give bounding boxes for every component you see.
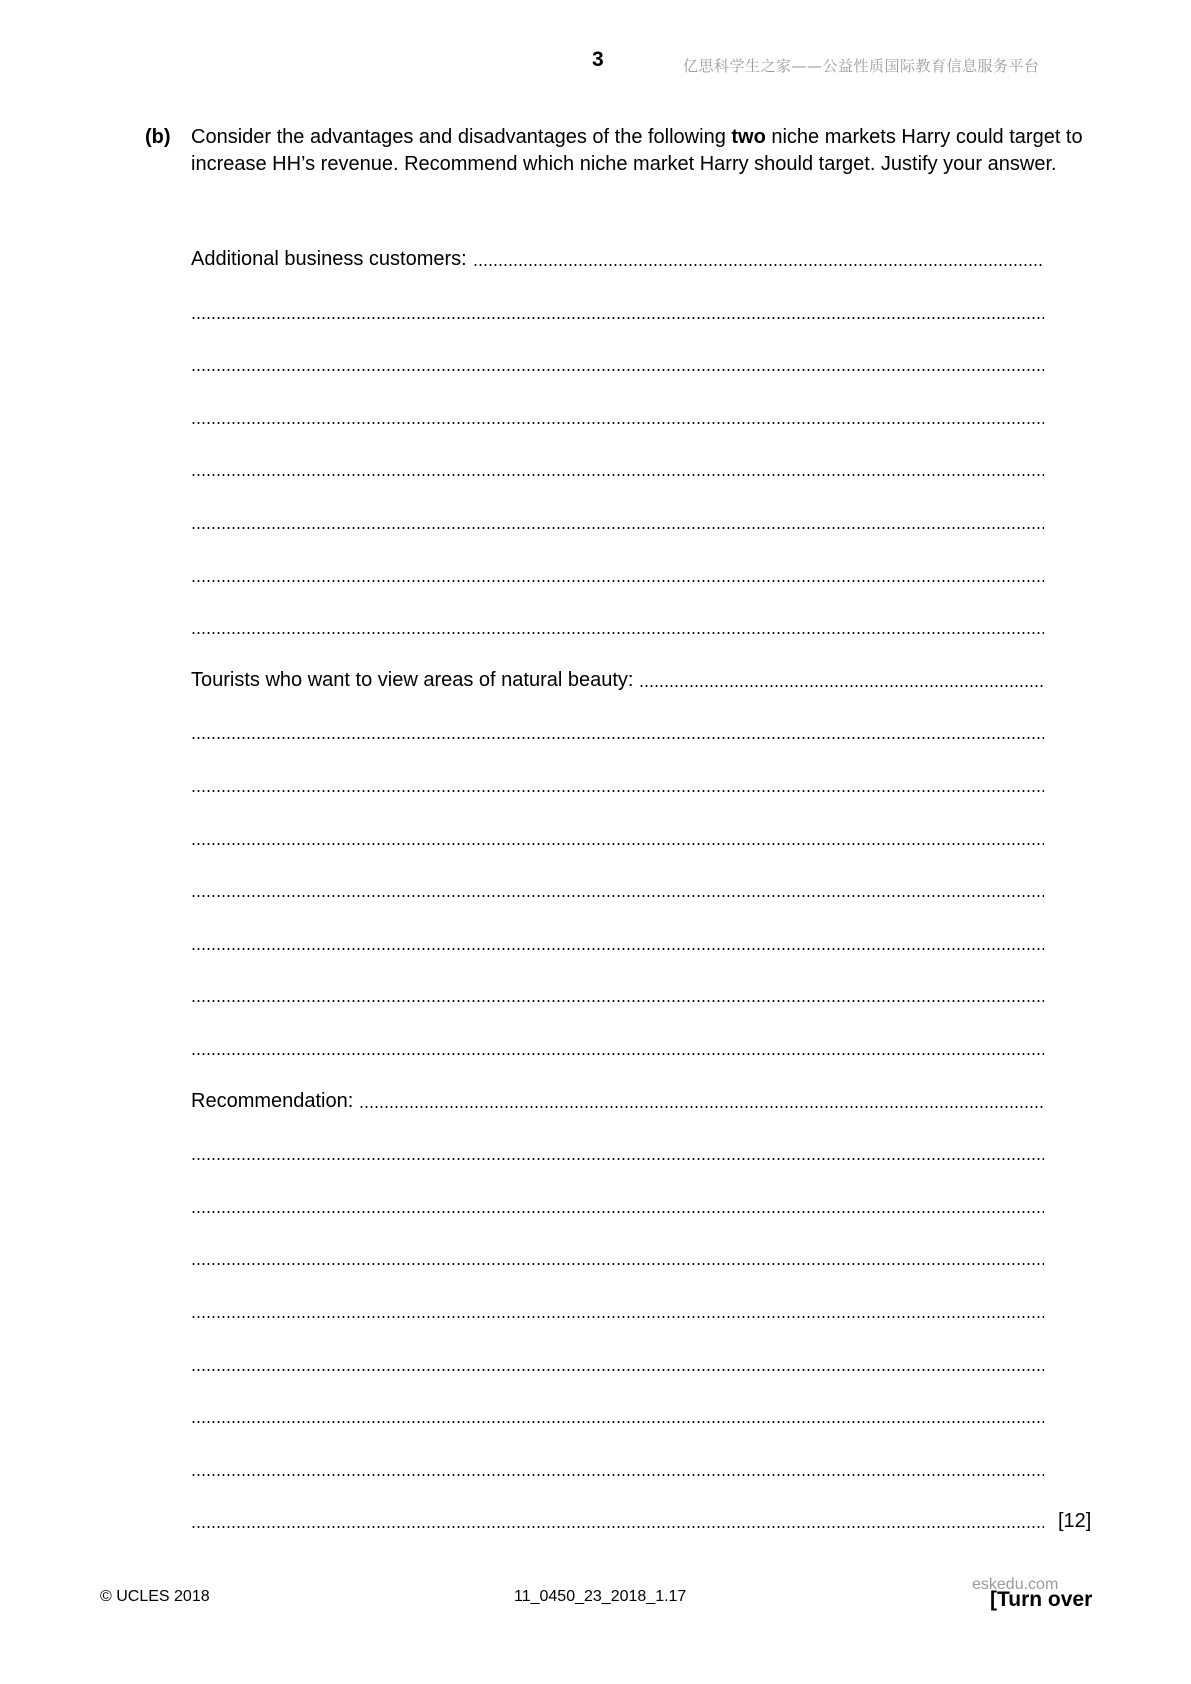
dotted-rule <box>191 1052 1044 1056</box>
answer-line[interactable] <box>191 1352 1044 1376</box>
answer-line[interactable] <box>191 563 1044 587</box>
answer-line[interactable] <box>191 1404 1044 1428</box>
page-number: 3 <box>592 48 604 71</box>
dotted-rule <box>191 1210 1044 1214</box>
answer-line[interactable] <box>191 983 1044 1007</box>
section-label: Tourists who want to view areas of natural beauty: <box>191 669 634 691</box>
dotted-rule <box>191 1525 1044 1529</box>
dotted-rule <box>191 579 1044 583</box>
dotted-rule <box>191 789 1044 793</box>
dotted-rule <box>191 631 1044 635</box>
question-text-part-1: Consider the advantages and disadvantages of the following <box>191 126 732 148</box>
dotted-rule <box>191 421 1044 425</box>
dotted-rule <box>191 1420 1044 1424</box>
answer-line[interactable] <box>191 1246 1044 1270</box>
dotted-rule <box>473 263 1044 267</box>
dotted-rule <box>191 894 1044 898</box>
answer-line-labelled[interactable] <box>191 247 1044 271</box>
answer-line[interactable] <box>191 773 1044 797</box>
answer-line[interactable] <box>191 457 1044 481</box>
answer-line[interactable] <box>191 1036 1044 1060</box>
dotted-rule <box>191 842 1044 846</box>
answer-line-labelled[interactable] <box>191 668 1044 692</box>
dotted-rule <box>191 736 1044 740</box>
footer-copyright: © UCLES 2018 <box>100 1588 210 1605</box>
answer-line-labelled[interactable] <box>191 1089 1044 1113</box>
dotted-rule <box>191 1262 1044 1266</box>
answer-line[interactable] <box>191 826 1044 850</box>
dotted-rule <box>191 1157 1044 1161</box>
dotted-rule <box>191 1368 1044 1372</box>
question-bold-word: two <box>731 126 766 148</box>
turn-over-label: [Turn over <box>990 1588 1093 1611</box>
answer-line[interactable] <box>191 300 1044 324</box>
question-text <box>191 124 1111 178</box>
dotted-rule <box>191 368 1044 372</box>
footer-watermark: eskedu.com <box>972 1576 1059 1593</box>
dotted-rule <box>191 526 1044 530</box>
footer-document-code: 11_0450_23_2018_1.17 <box>514 1588 687 1605</box>
answer-line[interactable] <box>191 1194 1044 1218</box>
dotted-rule <box>191 316 1044 320</box>
question-text-part-2: niche markets Harry could target to increase HH’s revenue. Recommend which niche market Harry should target. Justify your answer. <box>191 126 1083 175</box>
answer-line[interactable] <box>191 352 1044 376</box>
dotted-rule <box>191 1315 1044 1319</box>
dotted-rule <box>191 1473 1044 1477</box>
answer-line[interactable] <box>191 1141 1044 1165</box>
answer-line[interactable] <box>191 878 1044 902</box>
answer-line[interactable] <box>191 720 1044 744</box>
answer-line[interactable] <box>191 1299 1044 1323</box>
answer-line[interactable] <box>191 1457 1044 1481</box>
dotted-rule <box>639 684 1044 688</box>
section-label: Recommendation: <box>191 1090 354 1112</box>
question-label: (b) <box>145 126 171 148</box>
answer-line[interactable] <box>191 931 1044 955</box>
marks-allocation: [12] <box>1058 1510 1092 1532</box>
section-label: Additional business customers: <box>191 248 467 270</box>
dotted-rule <box>359 1105 1044 1109</box>
answer-line[interactable] <box>191 510 1044 534</box>
dotted-rule <box>191 947 1044 951</box>
dotted-rule <box>191 473 1044 477</box>
answer-line[interactable] <box>191 1509 1044 1533</box>
header-watermark: 亿思科学生之家——公益性质国际教育信息服务平台 <box>683 57 1040 75</box>
answer-line[interactable] <box>191 615 1044 639</box>
answer-line[interactable] <box>191 405 1044 429</box>
dotted-rule <box>191 999 1044 1003</box>
